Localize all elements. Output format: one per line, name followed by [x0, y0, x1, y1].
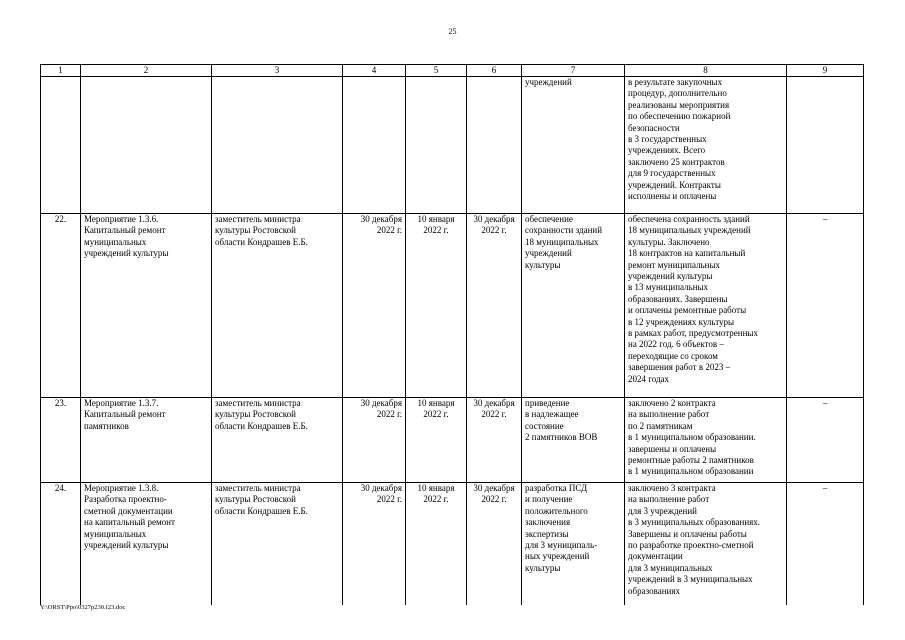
responsible-person: заместитель министра культуры Ростовской области Кондрашев Е.Б.: [212, 398, 343, 483]
actual-end-date: 30 декабря 2022 г.: [467, 214, 522, 398]
row-number: 24.: [41, 483, 81, 605]
problems-note: –: [787, 483, 864, 605]
row-number: 23.: [41, 398, 81, 483]
column-number: 1: [41, 65, 81, 77]
table-row: [41, 77, 864, 214]
column-number: 7: [522, 65, 625, 77]
expected-result: обеспечение сохранности зданий 18 муниципальных учреждений культуры: [522, 214, 625, 398]
measure-name: Мероприятие 1.3.8. Разработка проектно- сметной документации на капитальный ремонт муниципальных учреждений культуры: [81, 483, 212, 605]
column-number: 3: [212, 65, 343, 77]
table-row: [41, 483, 864, 605]
column-number: 8: [625, 65, 787, 77]
column-number: 9: [787, 65, 864, 77]
table-row: [41, 398, 864, 483]
measure-name: Мероприятие 1.3.7. Капитальный ремонт памятников: [81, 398, 212, 483]
expected-result: приведение в надлежащее состояние 2 памятников ВОВ: [522, 398, 625, 483]
achieved-result: заключено 2 контракта на выполнение работ по 2 памятникам в 1 муниципальном образовании. завершены и оплачены ремонтные работы 2 памятников в 1 муниципальном образовании: [625, 398, 787, 483]
report-table: [40, 64, 864, 605]
planned-end-date: 30 декабря 2022 г.: [343, 214, 406, 398]
file-path-footer: Y:\ORST\Ppo\0327p230.f23.doc: [40, 604, 126, 611]
actual-start-date: 10 января 2022 г.: [406, 483, 467, 605]
problems-note: [787, 77, 864, 214]
actual-start-date: [406, 77, 467, 214]
column-number: 6: [467, 65, 522, 77]
column-number-row: [41, 65, 864, 77]
responsible-person: заместитель министра культуры Ростовской области Кондрашев Е.Б.: [212, 483, 343, 605]
problems-note: –: [787, 214, 864, 398]
achieved-result: в результате закупочных процедур, дополнительно реализованы мероприятия по обеспечению пожарной безопасности в 3 государственных учреждениях. Всего заключено 25 контрактов для 9 государственных учреждений. Контракты исполнены и оплачены: [625, 77, 787, 214]
column-number: 5: [406, 65, 467, 77]
row-number: 22.: [41, 214, 81, 398]
expected-result: разработка ПСД и получение положительного заключения экспертизы для 3 муниципаль- ных учреждений культуры: [522, 483, 625, 605]
measure-name: [81, 77, 212, 214]
column-number: 4: [343, 65, 406, 77]
table-row: [41, 214, 864, 398]
responsible-person: [212, 77, 343, 214]
planned-end-date: 30 декабря 2022 г.: [343, 398, 406, 483]
achieved-result: заключено 3 контракта на выполнение работ для 3 учреждений в 3 муниципальных образованиях. Завершены и оплачены работы по разработке проектно-сметной документации для 3 муниципальных учреждений в 3 муниципальных образованиях: [625, 483, 787, 605]
problems-note: –: [787, 398, 864, 483]
actual-start-date: 10 января 2022 г.: [406, 214, 467, 398]
expected-result: учреждений: [522, 77, 625, 214]
row-number: [41, 77, 81, 214]
achieved-result: обеспечена сохранность зданий 18 муниципальных учреждений культуры. Заключено 18 контрактов на капитальный ремонт муниципальных учреждений культуры в 13 муниципальных образованиях. Завершены и оплачены ремонтные работы в 12 учреждениях культуры в рамках работ, предусмотренных на 2022 год. 6 объектов – переходящие со сроком завершения работ в 2023 – 2024 годах: [625, 214, 787, 398]
actual-end-date: [467, 77, 522, 214]
measure-name: Мероприятие 1.3.6. Капитальный ремонт муниципальных учреждений культуры: [81, 214, 212, 398]
column-number: 2: [81, 65, 212, 77]
responsible-person: заместитель министра культуры Ростовской области Кондрашев Е.Б.: [212, 214, 343, 398]
planned-end-date: [343, 77, 406, 214]
planned-end-date: 30 декабря 2022 г.: [343, 483, 406, 605]
actual-end-date: 30 декабря 2022 г.: [467, 483, 522, 605]
actual-start-date: 10 января 2022 г.: [406, 398, 467, 483]
page-number: 25: [448, 27, 457, 36]
actual-end-date: 30 декабря 2022 г.: [467, 398, 522, 483]
